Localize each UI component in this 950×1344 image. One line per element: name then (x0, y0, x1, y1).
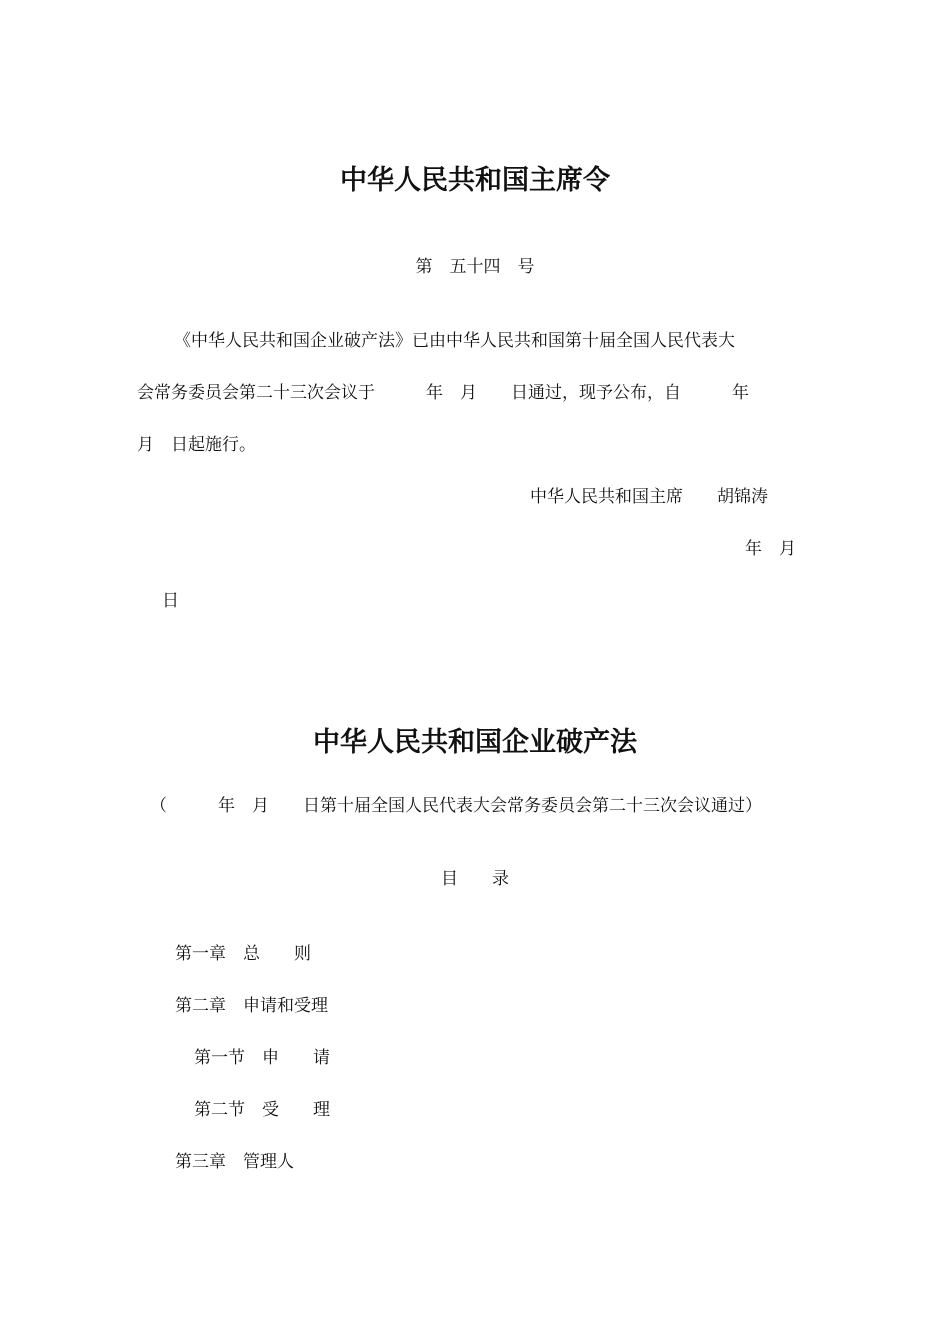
decree-date-line: 年 月 (745, 539, 796, 559)
decree-number: 第 五十四 号 (415, 257, 535, 277)
decree-title: 中华人民共和国主席令 (340, 165, 610, 196)
toc-heading: 目 录 (441, 869, 509, 889)
decree-body-line-3: 月 日起施行。 (137, 435, 256, 455)
law-title: 中华人民共和国企业破产法 (313, 727, 637, 758)
decree-date-day: 日 (162, 591, 179, 611)
decree-body-line-2: 会常务委员会第二十三次会议于 年 月 日通过，现予公布，自 年 (137, 383, 749, 403)
toc-item-chapter-3: 第三章 管理人 (175, 1152, 294, 1172)
decree-signature: 中华人民共和国主席 胡锦涛 (530, 487, 768, 507)
toc-item-section-1: 第一节 申 请 (194, 1048, 330, 1068)
toc-item-section-2: 第二节 受 理 (194, 1100, 330, 1120)
toc-item-chapter-2: 第二章 申请和受理 (175, 996, 328, 1016)
toc-item-chapter-1: 第一章 总 则 (175, 944, 311, 964)
decree-body-line-1: 《中华人民共和国企业破产法》已由中华人民共和国第十届全国人民代表大 (174, 331, 735, 351)
law-adoption-note: （ 年 月 日第十届全国人民代表大会常务委员会第二十三次会议通过） (150, 796, 762, 816)
